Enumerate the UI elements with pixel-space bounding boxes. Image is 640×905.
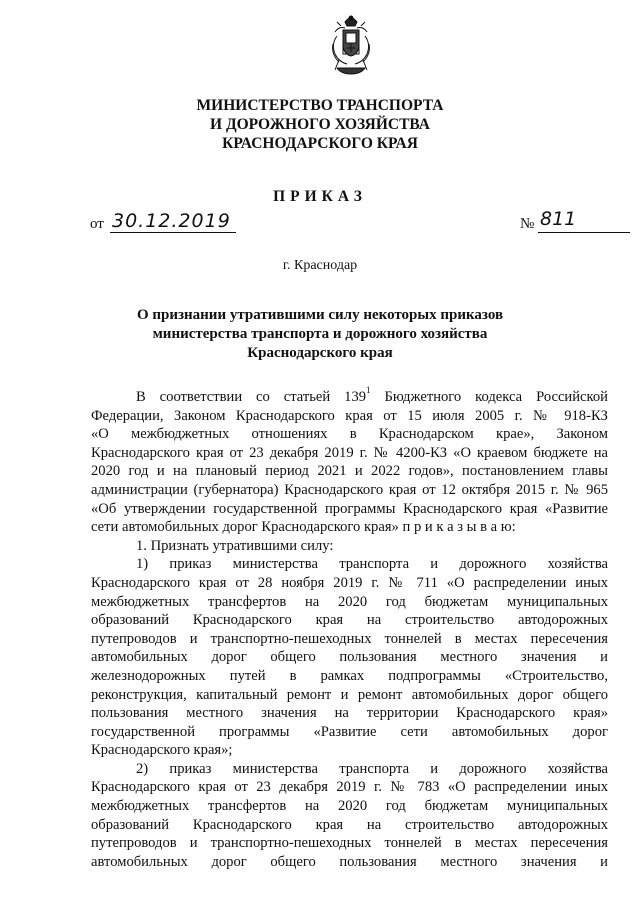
sub1-line: образований Краснодарского края на строительство автодорожных	[91, 612, 608, 629]
document-body	[91, 385, 608, 871]
number-field	[520, 208, 577, 233]
sub1-line: межбюджетных трансфертов на 2020 год бюджетам муниципальных	[91, 593, 608, 610]
document-title	[0, 306, 640, 363]
date-handwritten: 30.12.2019	[112, 210, 231, 232]
sub1-line: государственной программы «Развитие сети автомобильных дорог	[91, 723, 608, 740]
body-line: «О межбюджетных отношениях в Краснодарском крае», Законом	[91, 426, 608, 443]
sub1-line: железнодорожных путей в рамках подпрограммы «Строительство,	[91, 667, 608, 684]
coat-of-arms-emblem	[329, 14, 373, 76]
title-line-2: министерства транспорта и дорожного хозяйства	[152, 326, 488, 342]
sub2-line: Краснодарского края от 23 декабря 2019 г. № 783 «О распределении иных	[91, 779, 608, 796]
body-line: «Об утверждении государственной программы Краснодарского края «Развитие	[91, 500, 608, 517]
body-line: В соответствии со статьей $139^1$ Бюджетного кодекса Российской	[136, 385, 608, 405]
ministry-line-2: И ДОРОЖНОГО ХОЗЯЙСТВА	[210, 116, 430, 133]
document-type: ПРИКАЗ	[273, 188, 367, 205]
date-field	[90, 210, 231, 233]
ministry-line-1: МИНИСТЕРСТВО ТРАНСПОРТА	[196, 97, 444, 114]
sub1-line: Краснодарского края от 28 ноября 2019 г. № 711 «О распределении иных	[91, 574, 608, 591]
sub2-line: автомобильных дорог общего пользования местного значения и	[91, 853, 608, 870]
item-1-heading: 1. Признать утратившими силу:	[136, 537, 334, 554]
body-line: Краснодарского края от 23 декабря 2019 г. № 4200-КЗ «О краевом бюджете на	[91, 444, 608, 461]
sub1-line: Краснодарского края»;	[91, 742, 233, 759]
sub1-line: 1) приказ министерства транспорта и дорожного хозяйства	[136, 556, 608, 573]
prikazyvayu: п р и к а з ы в а ю:	[402, 519, 516, 536]
body-line: сети автомобильных дорог Краснодарского края» п р и к а з ы в а ю:	[91, 519, 516, 536]
sub2-line: 2) приказ министерства транспорта и дорожного хозяйства	[136, 760, 608, 777]
city: г. Краснодар	[282, 258, 358, 273]
sub2-line: путепроводов и транспортно-пешеходных тоннелей в местах пересечения	[91, 835, 608, 852]
sub1-line: пользования местного значения на территории Краснодарского края»	[91, 705, 608, 722]
date-underline	[110, 232, 236, 233]
sub1-line: реконструкция, капитальный ремонт и ремонт автомобильных дорог общего	[91, 686, 608, 703]
sub2-line: межбюджетных трансфертов на 2020 год бюджетам муниципальных	[91, 798, 608, 815]
ministry-line-3: КРАСНОДАРСКОГО КРАЯ	[222, 135, 418, 152]
title-line-3: Краснодарского края	[247, 345, 393, 361]
number-underline	[538, 232, 630, 233]
superscript: 1	[366, 385, 371, 395]
number-prefix: №	[520, 216, 535, 232]
sub1-line: путепроводов и транспортно-пешеходных тоннелей в местах пересечения	[91, 630, 608, 647]
sub1-line: автомобильных дорог общего пользования местного значения и	[91, 649, 608, 666]
ministry-name	[0, 96, 640, 153]
number-handwritten: 811	[540, 208, 577, 230]
body-line: 2020 год и на плановый период 2021 и 2022 годов», постановлением главы	[91, 463, 608, 480]
date-prefix: от	[90, 216, 104, 232]
body-line: Федерации, Законом Краснодарского края от 15 июля 2005 г. № 918-КЗ	[91, 407, 608, 424]
title-line-1: О признании утратившими силу некоторых приказов	[136, 307, 504, 323]
sub2-line: образований Краснодарского края на строительство автодорожных	[91, 816, 608, 833]
body-line: администрации (губернатора) Краснодарского края от 12 октября 2015 г. № 965	[91, 481, 608, 498]
